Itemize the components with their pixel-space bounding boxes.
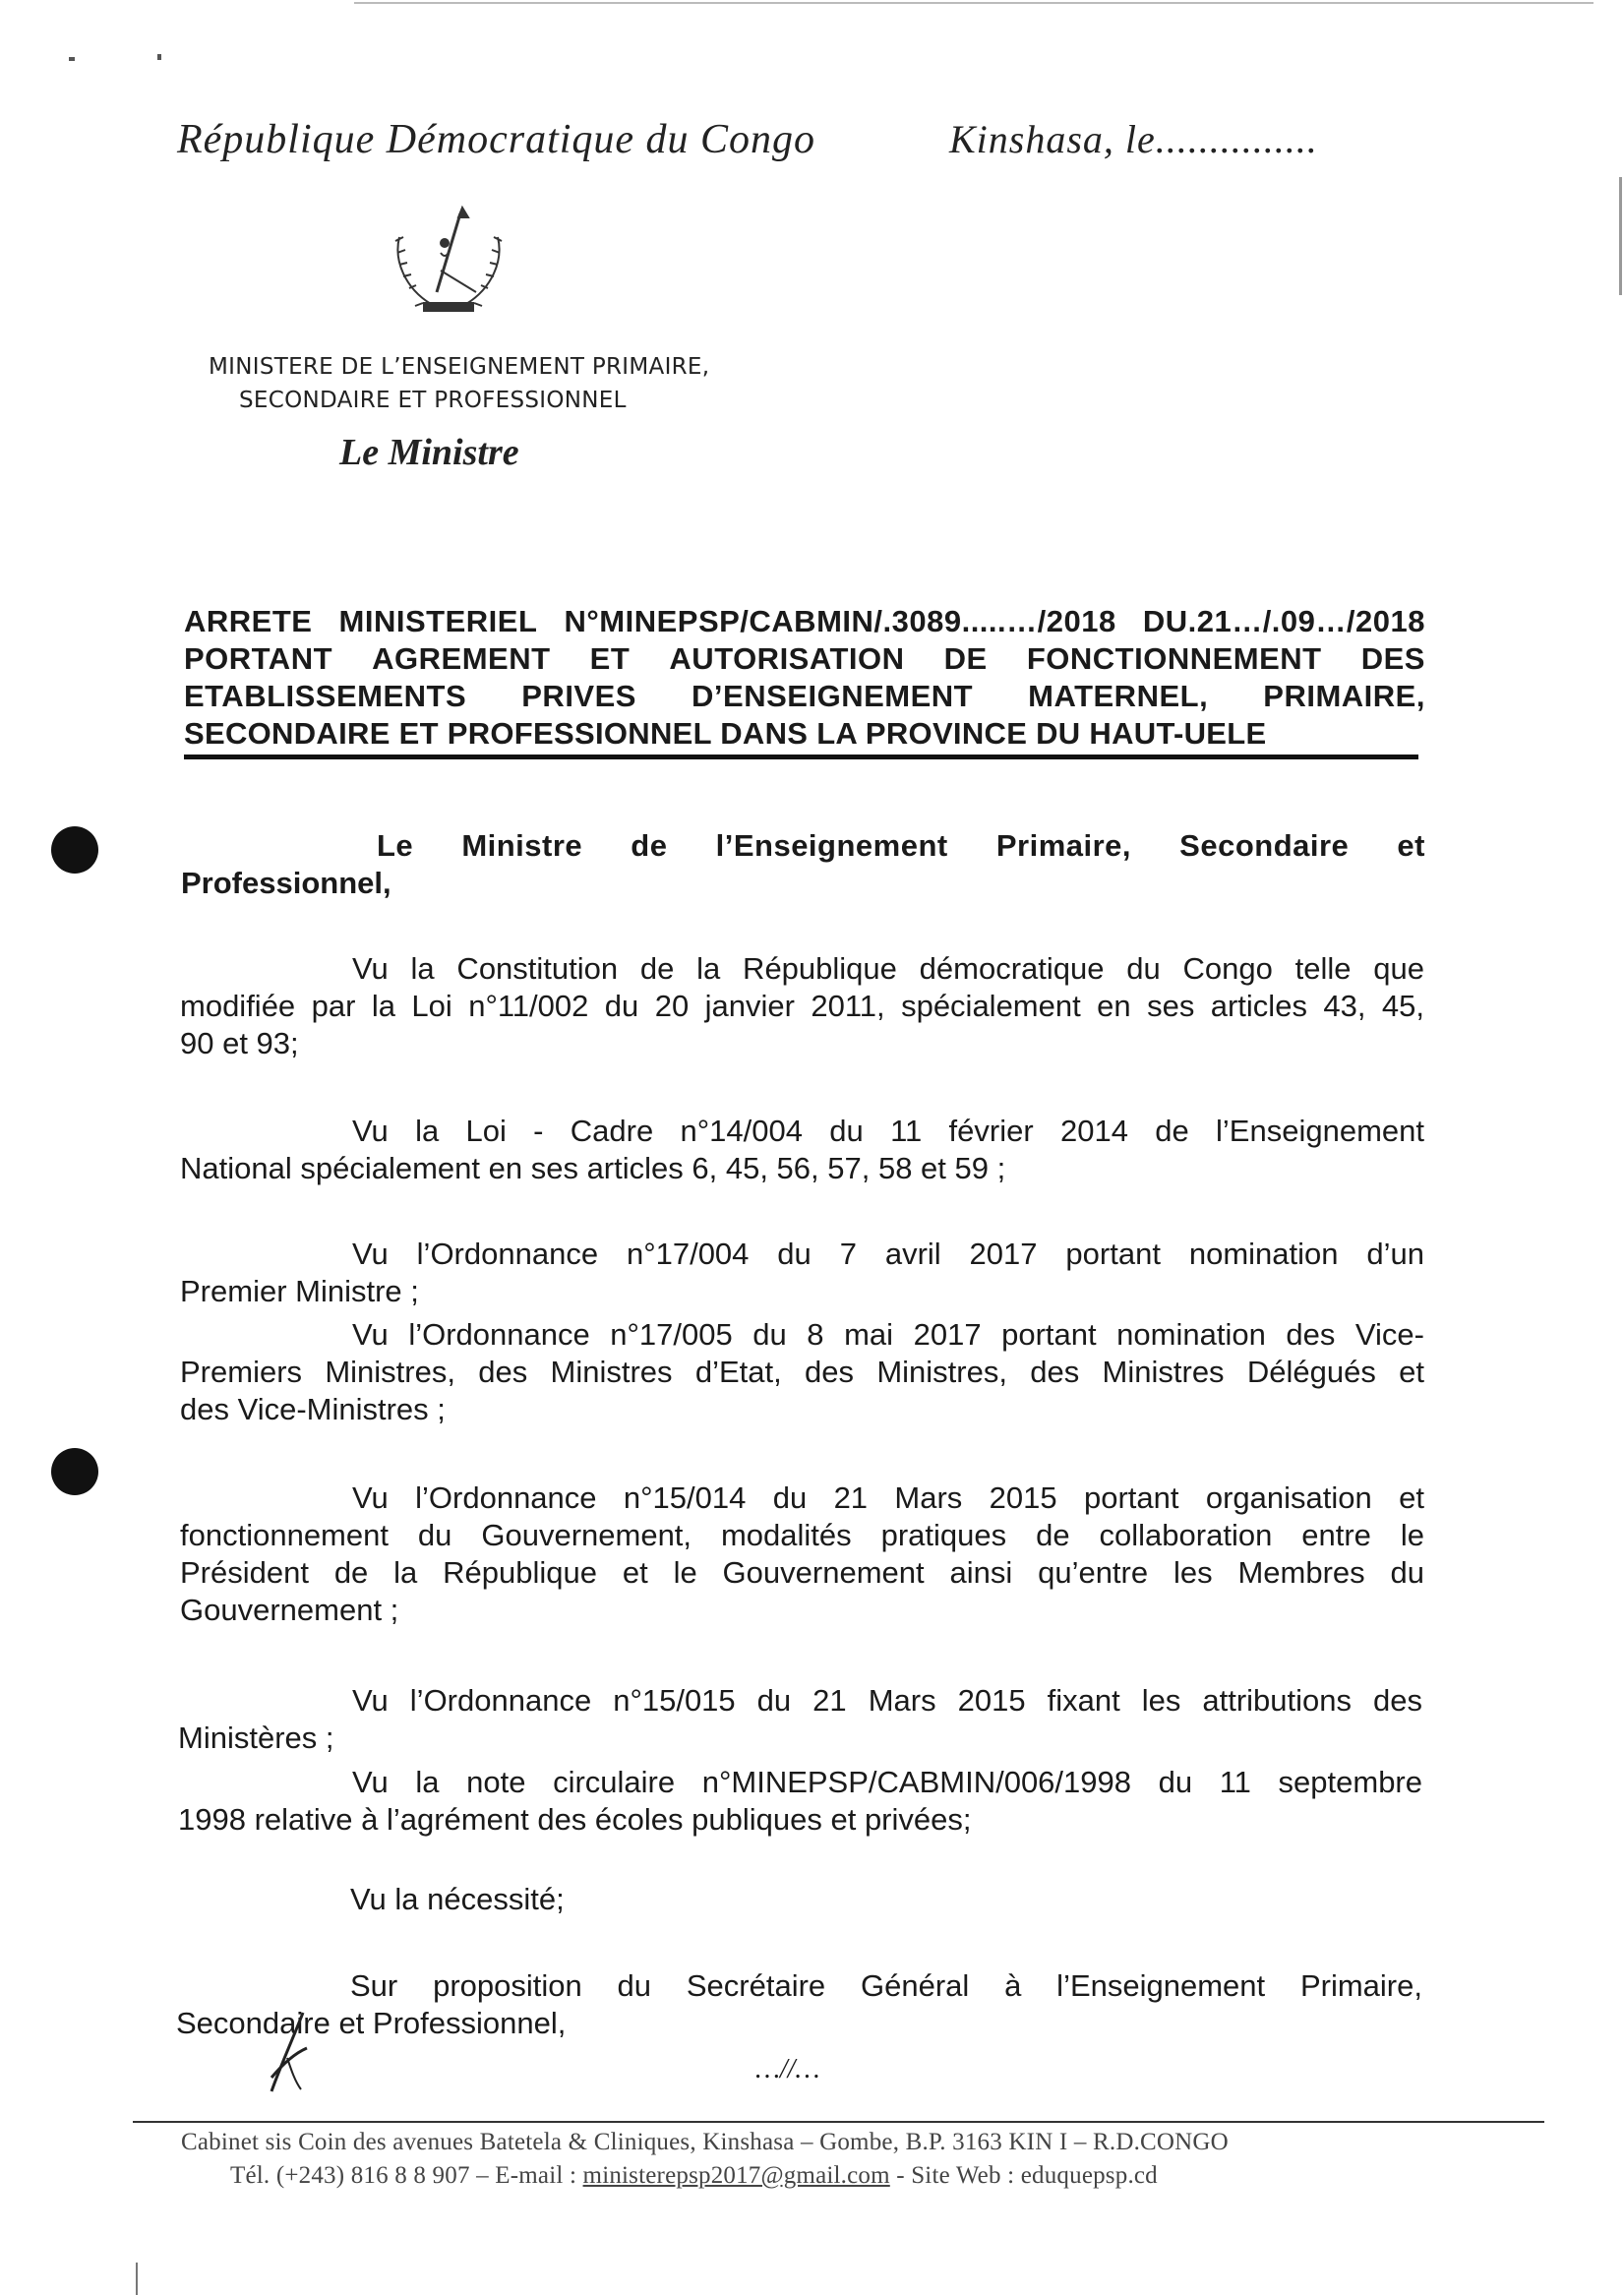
minister-title: Le Ministre: [339, 432, 519, 473]
p2-line1: Vu la Loi - Cadre n°14/004 du 11 février 2014 de l’Enseignement: [352, 1114, 1424, 1148]
punch-hole-top: [51, 826, 98, 874]
p5-line4: Gouvernement ;: [180, 1593, 399, 1627]
title-word: PORTANT: [184, 641, 333, 676]
p4-line3: des Vice-Ministres ;: [180, 1392, 446, 1426]
ministry-name-line1: MINISTERE DE L’ENSEIGNEMENT PRIMAIRE,: [209, 354, 710, 380]
title-word: PRIVES: [521, 679, 636, 713]
intro-word: Secondaire: [1179, 828, 1350, 863]
footer-email-link[interactable]: ministerepsp2017@gmail.com: [582, 2162, 890, 2189]
footer-contact: [230, 2162, 1158, 2190]
scan-artifact-right: [1619, 177, 1622, 295]
footer-phone: Tél. (+243) 816 8 8 907 – E-mail :: [230, 2162, 583, 2189]
title-word: ET: [589, 641, 631, 676]
p5-line1: Vu l’Ordonnance n°15/014 du 21 Mars 2015 portant organisation et: [352, 1480, 1424, 1515]
coat-of-arms-emblem: [386, 202, 511, 320]
p6-line1: Vu l’Ordonnance n°15/015 du 21 Mars 2015 fixant les attributions des: [352, 1683, 1422, 1718]
title-word: MINISTERIEL: [338, 604, 538, 638]
intro-line2: Professionnel,: [181, 866, 391, 900]
place-date-header: Kinshasa, le...............: [949, 117, 1318, 161]
p1-line1: Vu la Constitution de la République démocratique du Congo telle que: [352, 951, 1424, 986]
p9-line1: Sur proposition du Secrétaire Général à l’Enseignement Primaire,: [350, 1968, 1422, 2003]
p5-line3: Président de la République et le Gouvernement ainsi qu’entre les Membres du: [180, 1555, 1424, 1590]
p7-line2: 1998 relative à l’agrément des écoles publiques et privées;: [178, 1802, 972, 1837]
decree-number: N°MINEPSP/CABMIN/.3089.....…/2018: [564, 604, 1116, 638]
intro-word: l’Enseignement: [715, 828, 948, 863]
title-word: ETABLISSEMENTS: [184, 679, 467, 713]
punch-hole-bottom: [51, 1448, 98, 1495]
ministry-name-line2: SECONDAIRE ET PROFESSIONNEL: [239, 388, 627, 413]
title-word: AUTORISATION: [669, 641, 905, 676]
footer-website: - Site Web : eduquepsp.cd: [889, 2162, 1158, 2189]
p1-line3: 90 et 93;: [180, 1026, 299, 1060]
title-word: FONCTIONNEMENT: [1026, 641, 1322, 676]
intro-word: et: [1397, 828, 1425, 863]
title-word: ARRETE: [184, 604, 313, 638]
decree-title-line2: [184, 641, 1425, 677]
title-word: AGREMENT: [372, 641, 551, 676]
footer-rule: [133, 2121, 1544, 2123]
intro-word: Primaire,: [995, 828, 1132, 863]
p5-line2: fonctionnement du Gouvernement, modalités pratiques de collaboration entre le: [180, 1518, 1424, 1552]
title-word: DES: [1360, 641, 1425, 676]
p8-line1: Vu la nécessité;: [350, 1882, 565, 1916]
title-word: DE: [943, 641, 988, 676]
handwritten-initial-mark: [264, 2009, 313, 2097]
p4-line1: Vu l’Ordonnance n°17/005 du 8 mai 2017 portant nomination des Vice-: [352, 1317, 1424, 1352]
scan-mark: [69, 57, 75, 61]
p4-line2: Premiers Ministres, des Ministres d’Etat, des Ministres, des Ministres Délégués et: [180, 1355, 1424, 1389]
intro-word: Ministre: [461, 828, 583, 863]
decree-title-line1: [184, 604, 1425, 639]
scan-artifact-top: [354, 2, 1594, 4]
p3-line2: Premier Ministre ;: [180, 1274, 419, 1308]
intro-word: Le: [377, 828, 414, 863]
country-header: République Démocratique du Congo: [177, 117, 816, 162]
scan-mark: [157, 54, 161, 60]
p2-line2: National spécialement en ses articles 6, 45, 56, 57, 58 et 59 ;: [180, 1151, 1006, 1185]
title-underline: [184, 755, 1418, 759]
title-word: MATERNEL,: [1028, 679, 1209, 713]
footer-address: Cabinet sis Coin des avenues Batetela & Cliniques, Kinshasa – Gombe, B.P. 3163 KIN I – R.D.CONGO: [181, 2129, 1229, 2155]
scan-artifact-left: [136, 2263, 138, 2295]
decree-date: DU.21…/.09…/2018: [1142, 604, 1425, 638]
title-word: D’ENSEIGNEMENT: [692, 679, 974, 713]
title-word: PRIMAIRE,: [1263, 679, 1425, 713]
p1-line2: modifiée par la Loi n°11/002 du 20 janvier 2011, spécialement en ses articles 43, 45,: [180, 989, 1424, 1023]
decree-title-line3: [184, 679, 1425, 714]
p6-line2: Ministères ;: [178, 1721, 334, 1755]
p7-line1: Vu la note circulaire n°MINEPSP/CABMIN/006/1998 du 11 septembre: [352, 1765, 1422, 1799]
p3-line1: Vu l’Ordonnance n°17/004 du 7 avril 2017 portant nomination d’un: [352, 1237, 1424, 1271]
p9-line2: Secondaire et Professionnel,: [176, 2006, 567, 2040]
intro-line1: [377, 828, 1425, 864]
continuation-marker: …//…: [755, 2054, 820, 2084]
decree-title-line4: SECONDAIRE ET PROFESSIONNEL DANS LA PROVINCE DU HAUT-UELE: [184, 716, 1267, 751]
intro-word: de: [631, 828, 668, 863]
